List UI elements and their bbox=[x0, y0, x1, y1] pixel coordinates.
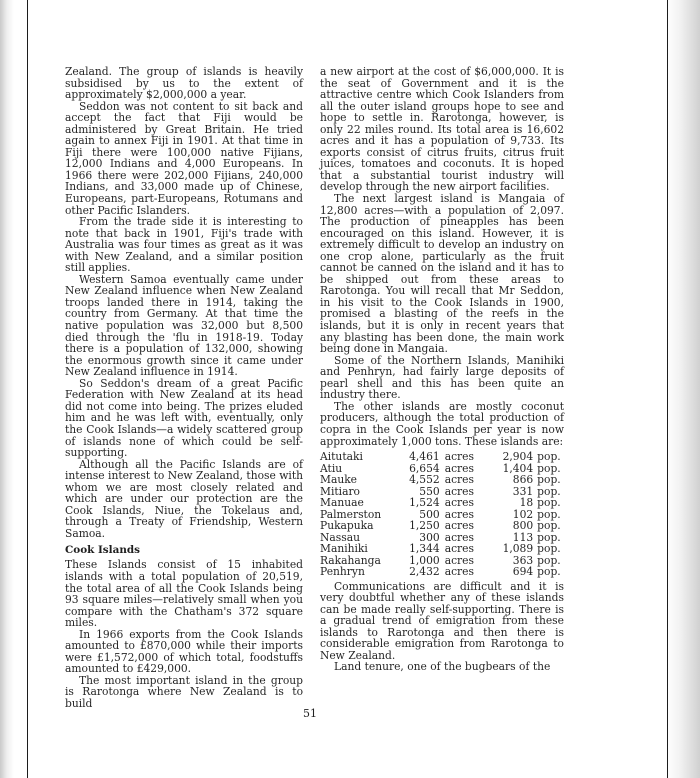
table-row bbox=[320, 497, 564, 509]
page-right-edge bbox=[667, 0, 668, 778]
paragraph: Communications are difficult and it is very doubtful whether any of these islands can be made really self-supporting. There is a gradual trend of emigration from these islands to Rarotonga and then there is considerable emigration from Rarotonga to New Zealand. bbox=[320, 579, 564, 662]
island-acres: 1,344 bbox=[409, 542, 440, 556]
population-unit: pop. bbox=[537, 450, 561, 464]
island-name: Pukapuka bbox=[320, 519, 374, 533]
population-unit: pop. bbox=[537, 473, 561, 487]
island-name: Aitutaki bbox=[320, 450, 363, 464]
island-name: Nassau bbox=[320, 530, 360, 544]
acres-unit: acres bbox=[444, 484, 474, 498]
acres-unit: acres bbox=[444, 496, 474, 510]
island-name: Palmerston bbox=[320, 507, 382, 521]
paragraph: Although all the Pacific Islands are of intense interest to New Zealand, those with whom we are most closely related and which are under our protection are the Cook Islands, Niue, the Tokelaus and, through a Treaty of Friendship, Western Samoa. bbox=[65, 457, 303, 540]
island-population: 18 bbox=[519, 496, 534, 510]
table-row bbox=[320, 451, 564, 463]
island-population: 866 bbox=[512, 473, 534, 487]
island-population: 2,904 bbox=[502, 450, 534, 464]
acres-unit: acres bbox=[444, 565, 474, 579]
paragraph: The other islands are mostly coconut producers, although the total production of copra in the Cook Islands per year is now approximately 1,000 tons. These islands are: bbox=[320, 399, 564, 448]
paragraph: So Seddon's dream of a great Pacific Federation with New Zealand at its head did not come into being. The prizes eluded him and he was left with, eventually, only the Cook Islands—a widely scattered group of islands none of which could be self-supporting. bbox=[65, 376, 303, 460]
paragraph: Land tenure, one of the bugbears of the bbox=[334, 660, 551, 674]
paragraph: The most important island in the group is Rarotonga where New Zealand is to build bbox=[65, 673, 303, 710]
acres-unit: acres bbox=[444, 530, 474, 544]
population-unit: pop. bbox=[537, 542, 561, 556]
acres-unit: acres bbox=[444, 473, 474, 487]
island-name: Mitiaro bbox=[320, 484, 360, 498]
page-left-edge bbox=[27, 0, 28, 778]
islands-table bbox=[320, 451, 564, 578]
island-population: 694 bbox=[512, 565, 534, 579]
paragraph: In 1966 exports from the Cook Islands amounted to £870,000 while their imports were £1,572,000 of which total, foodstuffs amounted to £429,000. bbox=[65, 627, 303, 676]
island-acres: 1,524 bbox=[409, 496, 440, 510]
right-column bbox=[320, 66, 564, 673]
island-population: 1,404 bbox=[502, 461, 534, 475]
island-name: Mauke bbox=[320, 473, 357, 487]
table-row bbox=[320, 543, 564, 555]
acres-unit: acres bbox=[444, 450, 474, 464]
acres-unit: acres bbox=[444, 553, 474, 567]
paragraph: a new airport at the cost of $6,000,000. It is the seat of Government and it is the attractive centre which Cook Islanders from all the outer island groups hope to see and hope to settle in. Rarotonga, however, is only 22 miles round. Its total area is 16,602 acres and it has a population of 9,733. Its exports consist of citrus fruits, citrus fruit juices, tomatoes and coconuts. It is hoped that a substantial tourist industry will develop through the new airport facilities. bbox=[320, 65, 564, 194]
island-population: 113 bbox=[512, 530, 534, 544]
island-acres: 2,432 bbox=[409, 565, 440, 579]
island-population: 1,089 bbox=[502, 542, 534, 556]
book-gutter-shadow bbox=[0, 0, 30, 778]
island-name: Atiu bbox=[320, 461, 343, 475]
island-acres: 6,654 bbox=[409, 461, 440, 475]
table-row bbox=[320, 474, 564, 486]
island-name: Manuae bbox=[320, 496, 364, 510]
island-name: Manihiki bbox=[320, 542, 368, 556]
left-column bbox=[65, 66, 303, 710]
population-unit: pop. bbox=[537, 496, 561, 510]
population-unit: pop. bbox=[537, 553, 561, 567]
section-heading: Cook Islands bbox=[65, 544, 141, 557]
paragraph: Zealand. The group of islands is heavily subsidised by us to the extent of approximately $2,000,000 a year. bbox=[65, 65, 303, 102]
island-population: 102 bbox=[512, 507, 534, 521]
island-acres: 4,461 bbox=[409, 450, 440, 464]
island-acres: 550 bbox=[419, 484, 440, 498]
island-acres: 4,552 bbox=[409, 473, 440, 487]
island-name: Penhryn bbox=[320, 565, 365, 579]
island-population: 800 bbox=[512, 519, 534, 533]
population-unit: pop. bbox=[537, 565, 561, 579]
island-acres: 1,000 bbox=[409, 553, 440, 567]
island-population: 331 bbox=[512, 484, 534, 498]
page-right-shadow bbox=[666, 0, 700, 778]
island-acres: 1,250 bbox=[409, 519, 440, 533]
paragraph: Western Samoa eventually came under New Zealand influence when New Zealand troops landed there in 1914, taking the country from Germany. At that time the native population was 32,000 but 8,500 died through the 'flu in 1918-19. Today there is a population of 132,000, showing the enormous growth since it came under New Zealand influence in 1914. bbox=[65, 272, 303, 379]
island-acres: 300 bbox=[419, 530, 440, 544]
population-unit: pop. bbox=[537, 461, 561, 475]
paragraph: Some of the Northern Islands, Manihiki and Penhryn, had fairly large deposits of pearl shell and this has been quite an industry there. bbox=[320, 353, 564, 402]
island-acres: 500 bbox=[419, 507, 440, 521]
population-unit: pop. bbox=[537, 507, 561, 521]
population-unit: pop. bbox=[537, 530, 561, 544]
page-number: 51 bbox=[303, 707, 317, 720]
acres-unit: acres bbox=[444, 542, 474, 556]
paragraph: Seddon was not content to sit back and accept the fact that Fiji would be administered by Great Britain. He tried again to annex Fiji in 1901. At that time in Fiji there were 100,000 native Fijians, 12,000 Indians and 4,000 Europeans. In 1966 there were 202,000 Fijians, 240,000 Indians, and 33,000 made up of Chinese, Europeans, part-Europeans, Rotumans and other Pacific Islanders. bbox=[65, 99, 303, 217]
island-name: Rakahanga bbox=[320, 553, 381, 567]
paragraph: The next largest island is Mangaia of 12,800 acres—with a population of 2,097. The production of pineapples has been encouraged on this island. However, it is extremely difficult to develop an industry on one crop alone, particularly as the fruit cannot be canned on the island and it has to be shipped out from these areas to Rarotonga. You will recall that Mr Seddon, in his visit to the Cook Islands in 1900, promised a blasting of the reefs in the islands, but it is only in recent years that any blasting has been done, the main work being done in Mangaia. bbox=[320, 192, 564, 356]
table-row bbox=[320, 566, 564, 578]
acres-unit: acres bbox=[444, 519, 474, 533]
acres-unit: acres bbox=[444, 461, 474, 475]
population-unit: pop. bbox=[537, 519, 561, 533]
island-population: 363 bbox=[512, 553, 534, 567]
paragraph: From the trade side it is interesting to note that back in 1901, Fiji's trade with Australia was four times as great as it was with New Zealand, and a similar position still applies. bbox=[65, 215, 303, 275]
paragraph: These Islands consist of 15 inhabited islands with a total population of 20,519, the total area of all the Cook Islands being 93 square miles—relatively small when you compare with the Chatham's 372 square miles. bbox=[65, 558, 303, 630]
table-row bbox=[320, 520, 564, 532]
acres-unit: acres bbox=[444, 507, 474, 521]
population-unit: pop. bbox=[537, 484, 561, 498]
